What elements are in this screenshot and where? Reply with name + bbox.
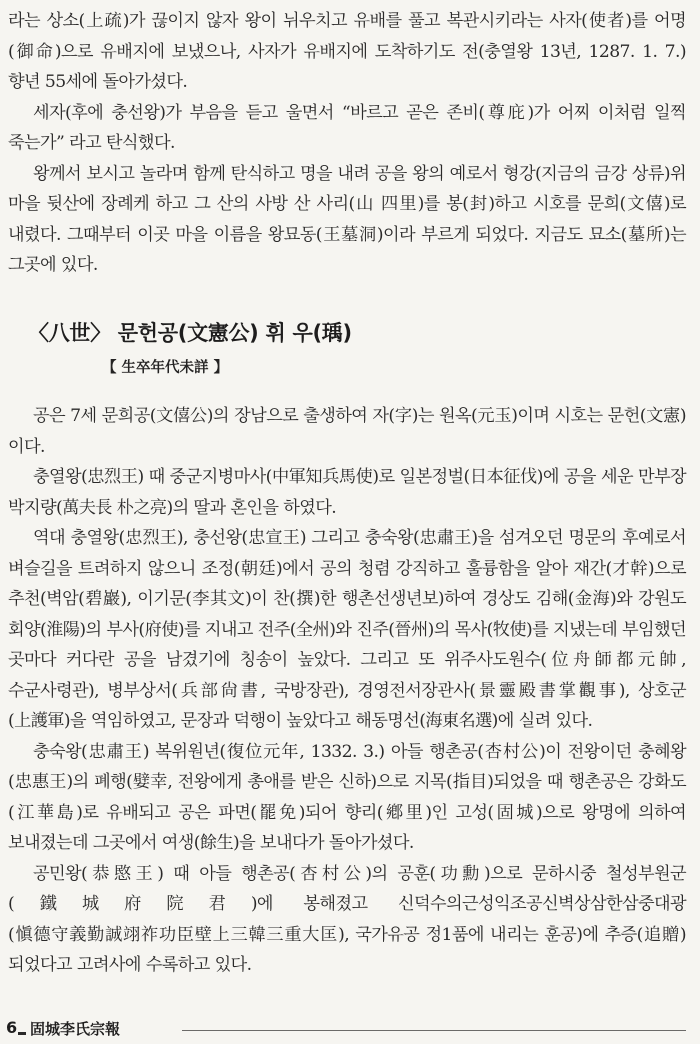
body-paragraph-3: 역대 충열왕(忠烈王), 충선왕(忠宣王) 그리고 충숙왕(忠肅王)을 섬겨오던 명문의 후예로서 벼슬길을 트려하지 않으니 조정(朝廷)에서 공의 청렴 강직하고 훌륭함을 알아 재간(才幹)으로 추천(벽암(碧巖), 이기문(李其文)이 찬(撰)한 행촌선생년보)하여 경상도 김해(金海)와 강원도 회양(淮陽)의 부사(府使)를 지내고 전주(全州)와 진주(晉州)의 목사(牧使)를 지냈는데 부임했던 곳마다 커다란 공을 남겼기에 칭송이 높았다. 그리고 또 위주사도원수(位舟師都元帥, 수군사령관), 병부상서(兵部尙書, 국방장관), 경영전서장관사(景靈殿書掌觀事), 상호군(上護軍)을 역임하였고, 문장과 덕행이 높았다고 해동명선(海東名選)에 실려 있다. — [8, 528, 686, 731]
body-paragraph-5: 공민왕(恭愍王) 때 아들 행촌공(杏村公)의 공훈(功勳)으로 문하시중 철성부원군(鐵城府院君)에 봉해졌고 신덕수의근성익조공신벽상삼한삼중대광(愼德守義勤誠翊祚功臣壁上三韓三重大匡), 국가유공 정1품에 내리는 훈공)에 추증(追贈) 되었다고 고려사에 수록하고 있다. — [8, 863, 686, 975]
page-number: 6 — [6, 1018, 18, 1037]
publication-name: 固城李氏宗報 — [30, 1020, 121, 1038]
intro-paragraph-3: 왕께서 보시고 놀라며 함께 탄식하고 명을 내려 공을 왕의 예로서 형강(지금의 금강 상류)위 마을 뒷산에 장례케 하고 그 산의 사방 산 사리(山 四里)를 봉(封)하고 시호를 문희(文僖)로 내렸다. 그때부터 이곳 마을 이름을 왕묘동(王墓洞)이라 부르게 되었다. 지금도 묘소(墓所)는 그곳에 있다. — [8, 163, 686, 275]
section-title: 〈八世〉 문헌공(文憲公) 휘 우(瑀) — [28, 321, 352, 345]
intro-paragraph-2: 세자(후에 충선왕)가 부음을 듣고 울면서 “바르고 곧은 존비(尊庇)가 어찌 이처럼 일찍 죽는가” 라고 탄식했다. — [8, 102, 686, 153]
body-paragraph-2: 충열왕(忠烈王) 때 중군지병마사(中軍知兵馬使)로 일본정벌(日本征伐)에 공을 세운 만부장 박지량(萬夫長 朴之亮)의 딸과 혼인을 하였다. — [8, 467, 686, 518]
birth-death-label: 【 生卒年代未詳 】 — [102, 360, 229, 376]
footer-dash — [18, 1032, 26, 1035]
intro-text — [0, 6, 700, 281]
intro-paragraph-1: 라는 상소(上疏)가 끊이지 않자 왕이 뉘우치고 유배를 풀고 복관시키라는 사자(使者)를 어명(御命)으로 유배지에 보냈으나, 사자가 유배지에 도착하기도 전(충열왕 13년, 1287. 1. 7.) 향년 55세에 돌아가셨다. — [8, 11, 686, 92]
page-footer — [6, 1018, 686, 1038]
body-paragraph-4: 충숙왕(忠肅王) 복위원년(復位元年, 1332. 3.) 아들 행촌공(杏村公)이 전왕이던 충혜왕(忠惠王)의 폐행(嬖幸, 전왕에게 총애를 받은 신하)으로 지목(指目)되었을 때 행촌공은 강화도(江華島)로 유배되고 공은 파면(罷免)되어 향리(鄕里)인 고성(固城)으로 왕명에 의하여 보내졌는데 그곳에서 여생(餘生)을 보내다가 돌아가셨다. — [8, 741, 686, 853]
footer-rule — [182, 1030, 686, 1031]
body-paragraph-1: 공은 7세 문희공(文僖公)의 장남으로 출생하여 자(字)는 원옥(元玉)이며 시호는 문헌(文憲)이다. — [8, 406, 686, 457]
biography-text — [0, 401, 700, 981]
